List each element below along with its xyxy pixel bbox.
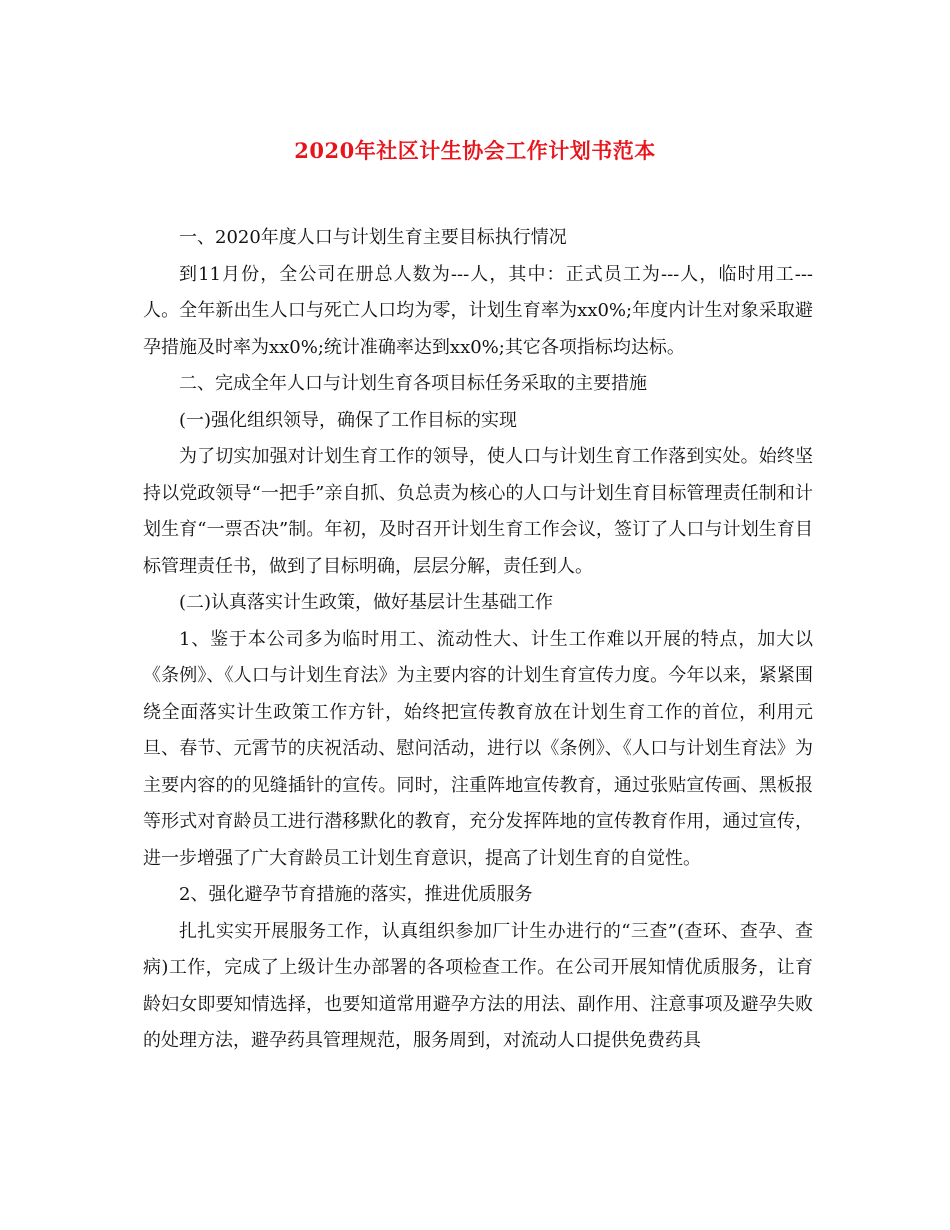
paragraph-publicity: 1、鉴于本公司多为临时用工、流动性大、计生工作难以开展的特点，加大以《条例》、《人口与计划生育法》为主要内容的计划生育宣传力度。今年以来，紧紧围绕全面落实计生政策工作方针，始终把宣传教育放在计划生育工作的首位，利用元旦、春节、元霄节的庆祝活动、慰问活动，进行以《条例》、《人口与计划生育法》为主要内容的的见缝插针的宣传。同时，注重阵地宣传教育，通过张贴宣传画、黑板报等形式对育龄员工进行潜移默化的教育，充分发挥阵地的宣传教育作用，通过宣传，进一步增强了广大育龄员工计划生育意识，提高了计划生育的自觉性。 [143,628,813,869]
document-title: 2020年社区计生协会工作计划书范本 [294,138,656,163]
paragraph-leadership: 为了切实加强对计划生育工作的领导，使人口与计划生育工作落到实处。始终坚持以党政领导“一把手”亲自抓、负总责为核心的人口与计划生育目标管理责任制和计划生育“一票否决”制。年初，及时召开计划生育工作会议，签订了人口与计划生育目标管理责任书，做到了目标明确，层层分解，责任到人。 [143,446,813,577]
subheading-3: 2、强化避孕节育措施的落实，推进优质服务 [179,884,533,905]
subheading-1: (一)强化组织领导，确保了工作目标的实现 [179,409,518,431]
section-heading-1: 一、2020年度人口与计划生育主要目标执行情况 [179,227,567,248]
paragraph-targets: 到11月份，全公司在册总人数为---人，其中：正式员工为---人，临时用工---人。全年新出生人口与死亡人口均为零，计划生育率为xx0%;年度内计生对象采取避孕措施及时率为xx0%;统计准确率达到xx0%;其它各项指标均达标。 [143,263,813,358]
document-body [143,220,813,1060]
section-heading-2: 二、完成全年人口与计划生育各项目标任务采取的主要措施 [179,373,647,394]
subheading-2: (二)认真落实计生政策，做好基层计生基础工作 [179,592,554,613]
paragraph-services: 扎扎实实开展服务工作，认真组织参加厂计生办进行的“三查”(查环、查孕、查病)工作，完成了上级计生办部署的各项检查工作。在公司开展知情优质服务，让育龄妇女即要知情选择，也要知道常用避孕方法的用法、副作用、注意事项及避孕失败的处理方法，避孕药具管理规范，服务周到，对流动人口提供免费药具 [143,920,813,1051]
